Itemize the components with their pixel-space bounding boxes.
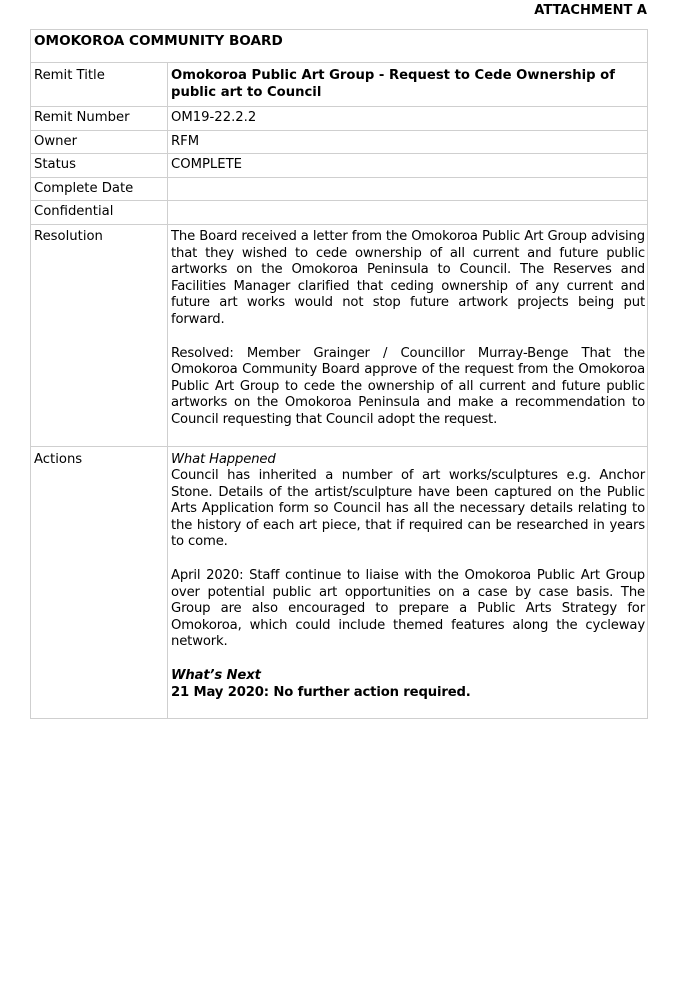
resolution-label: Resolution [31, 224, 168, 446]
what-happened-heading: What Happened [171, 451, 276, 467]
resolution-value [168, 224, 648, 446]
remit-number-label: Remit Number [31, 107, 168, 131]
confidential-row [31, 201, 648, 225]
status-row [31, 154, 648, 178]
complete-date-row [31, 177, 648, 201]
remit-title-row [31, 63, 648, 107]
resolution-paragraph-2: Resolved: Member Grainger / Councillor Murray-Benge That the Omokoroa Community Board approve of the request from the Omokoroa Public Art Group to cede the ownership of all current and future public artworks on the Omokoroa Peninsula and make a recommendation to Council requesting that Council adopt the request. [171, 345, 645, 427]
complete-date-label: Complete Date [31, 177, 168, 201]
resolution-paragraph-1: The Board received a letter from the Omokoroa Public Art Group advising that they wished to cede ownership of all current and future public artworks on the Omokoroa Peninsula to Council. The Reserves and Facilities Manager clarified that ceding ownership of any current and future art works would not stop future artwork projects being put forward. [171, 228, 645, 327]
confidential-label: Confidential [31, 201, 168, 225]
actions-label: Actions [31, 446, 168, 719]
whats-next-text: 21 May 2020: No further action required. [171, 684, 471, 700]
remit-number-value: OM19-22.2.2 [168, 107, 648, 131]
actions-value [168, 446, 648, 719]
owner-value: RFM [168, 130, 648, 154]
whats-next-heading: What’s Next [171, 668, 261, 684]
owner-label: Owner [31, 130, 168, 154]
actions-row [31, 446, 648, 719]
status-value: COMPLETE [168, 154, 648, 178]
resolution-row [31, 224, 648, 446]
april-update-paragraph: April 2020: Staff continue to liaise with the Omokoroa Public Art Group over potential public art opportunities on a case by case basis. The Group are also encouraged to prepare a Public Arts Strategy for Omokoroa, which could include themed features along the cycleway network. [171, 568, 645, 650]
remit-title-value: Omokoroa Public Art Group - Request to Cede Ownership of public art to Council [168, 63, 648, 107]
remit-table [30, 29, 648, 719]
status-label: Status [31, 154, 168, 178]
board-header-row [31, 30, 648, 63]
remit-title-label: Remit Title [31, 63, 168, 107]
board-title: OMOKOROA COMMUNITY BOARD [31, 30, 648, 63]
complete-date-value [168, 177, 648, 201]
confidential-value [168, 201, 648, 225]
attachment-label: ATTACHMENT A [534, 3, 647, 18]
owner-row [31, 130, 648, 154]
remit-number-row [31, 107, 648, 131]
what-happened-paragraph: Council has inherited a number of art works/sculptures e.g. Anchor Stone. Details of the artist/sculpture have been captured on the Public Arts Application form so Council has all the necessary details relating to the history of each art piece, that if required can be researched in years to come. [171, 468, 645, 550]
